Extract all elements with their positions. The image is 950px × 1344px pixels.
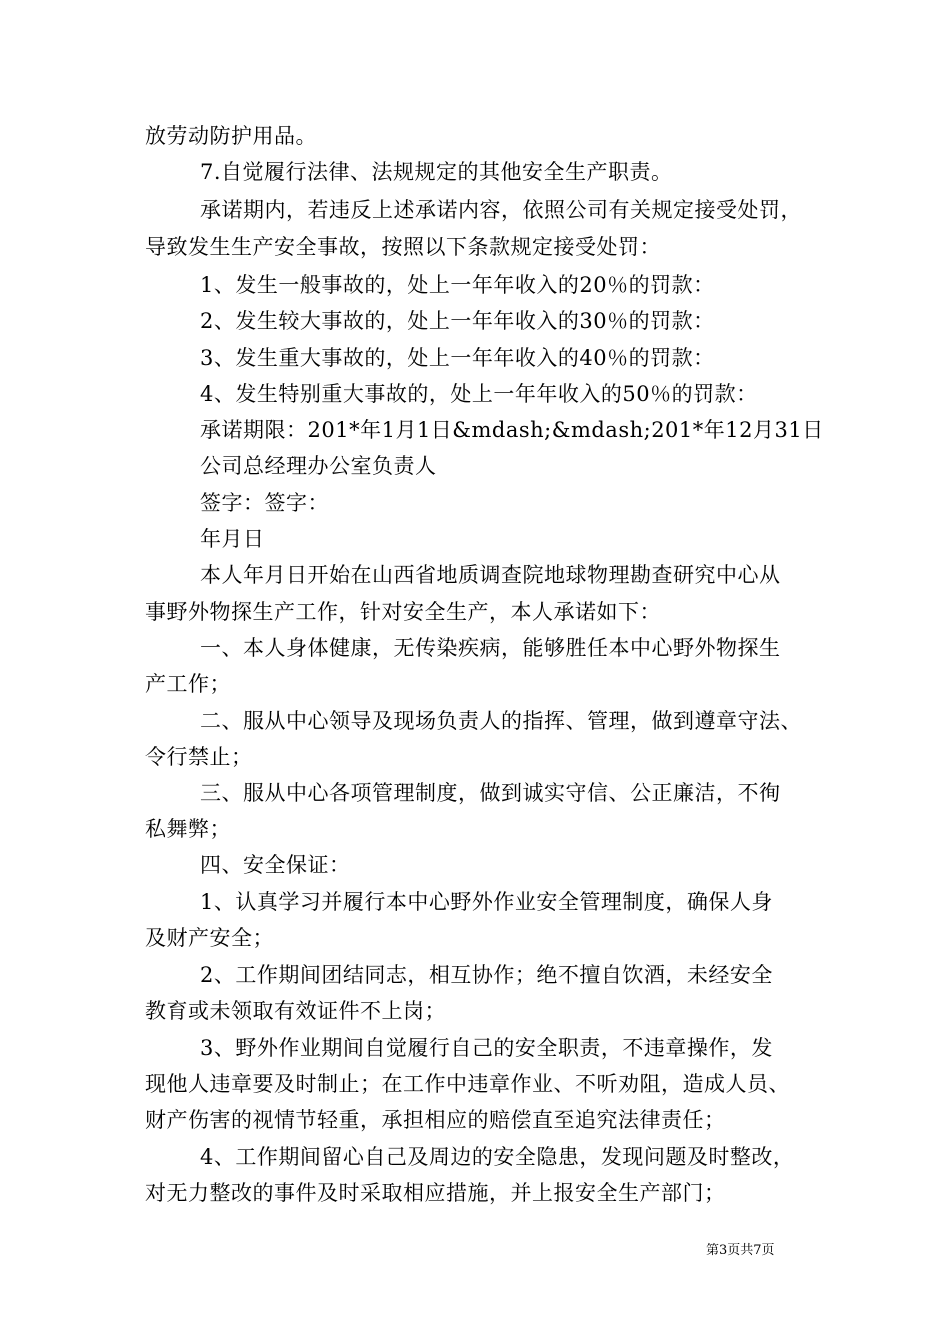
text-line: 4、发生特别重大事故的，处上一年年收入的50％的罚款： xyxy=(200,382,758,406)
text-line: 教育或未领取有效证件不上岗； xyxy=(145,999,446,1023)
text-line: 2、工作期间团结同志，相互协作；绝不擅自饮酒，未经安全 xyxy=(200,963,773,987)
text-line: 三、服从中心各项管理制度，做到诚实守信、公正廉洁，不徇 xyxy=(200,781,781,805)
text-line: 7.自觉履行法律、法规规定的其他安全生产职责。 xyxy=(200,160,673,184)
text-line: 一、本人身体健康，无传染疾病，能够胜任本中心野外物探生 xyxy=(200,636,781,660)
text-line: 承诺期限：201*年1月1日&mdash;&mdash;201*年12月31日 xyxy=(200,418,824,442)
text-line: 事野外物探生产工作，针对安全生产，本人承诺如下： xyxy=(145,600,661,624)
text-line: 产工作； xyxy=(145,672,231,696)
text-line: 及财产安全； xyxy=(145,926,274,950)
text-line: 本人年月日开始在山西省地质调查院地球物理勘查研究中心从 xyxy=(200,563,781,587)
text-line: 1、认真学习并履行本中心野外作业安全管理制度，确保人身 xyxy=(200,890,773,914)
text-line: 对无力整改的事件及时采取相应措施，并上报安全生产部门； xyxy=(145,1181,726,1205)
text-line: 私舞弊； xyxy=(145,817,231,841)
text-line: 3、发生重大事故的，处上一年年收入的40％的罚款： xyxy=(200,346,715,370)
text-line: 现他人违章要及时制止；在工作中违章作业、不听劝阻，造成人员、 xyxy=(145,1072,790,1096)
text-line: 财产伤害的视情节轻重，承担相应的赔偿直至追究法律责任； xyxy=(145,1108,726,1132)
text-line: 年月日 xyxy=(200,527,265,551)
text-line: 签字：签字： xyxy=(200,491,329,515)
text-line: 放劳动防护用品。 xyxy=(145,124,317,148)
text-line: 承诺期内，若违反上述承诺内容，依照公司有关规定接受处罚， xyxy=(200,198,802,222)
text-line: 导致发生生产安全事故，按照以下条款规定接受处罚： xyxy=(145,235,661,259)
text-line: 公司总经理办公室负责人 xyxy=(200,454,437,478)
text-line: 四、安全保证： xyxy=(200,853,351,877)
text-line: 4、工作期间留心自己及周边的安全隐患，发现问题及时整改， xyxy=(200,1145,795,1169)
page-number: 第3页共7页 xyxy=(706,1243,775,1258)
text-line: 二、服从中心领导及现场负责人的指挥、管理，做到遵章守法、 xyxy=(200,709,802,733)
text-line: 2、发生较大事故的，处上一年年收入的30％的罚款： xyxy=(200,309,715,333)
text-line: 1、发生一般事故的，处上一年年收入的20％的罚款： xyxy=(200,273,715,297)
text-line: 令行禁止； xyxy=(145,745,253,769)
text-line: 3、野外作业期间自觉履行自己的安全职责，不违章操作，发 xyxy=(200,1036,773,1060)
